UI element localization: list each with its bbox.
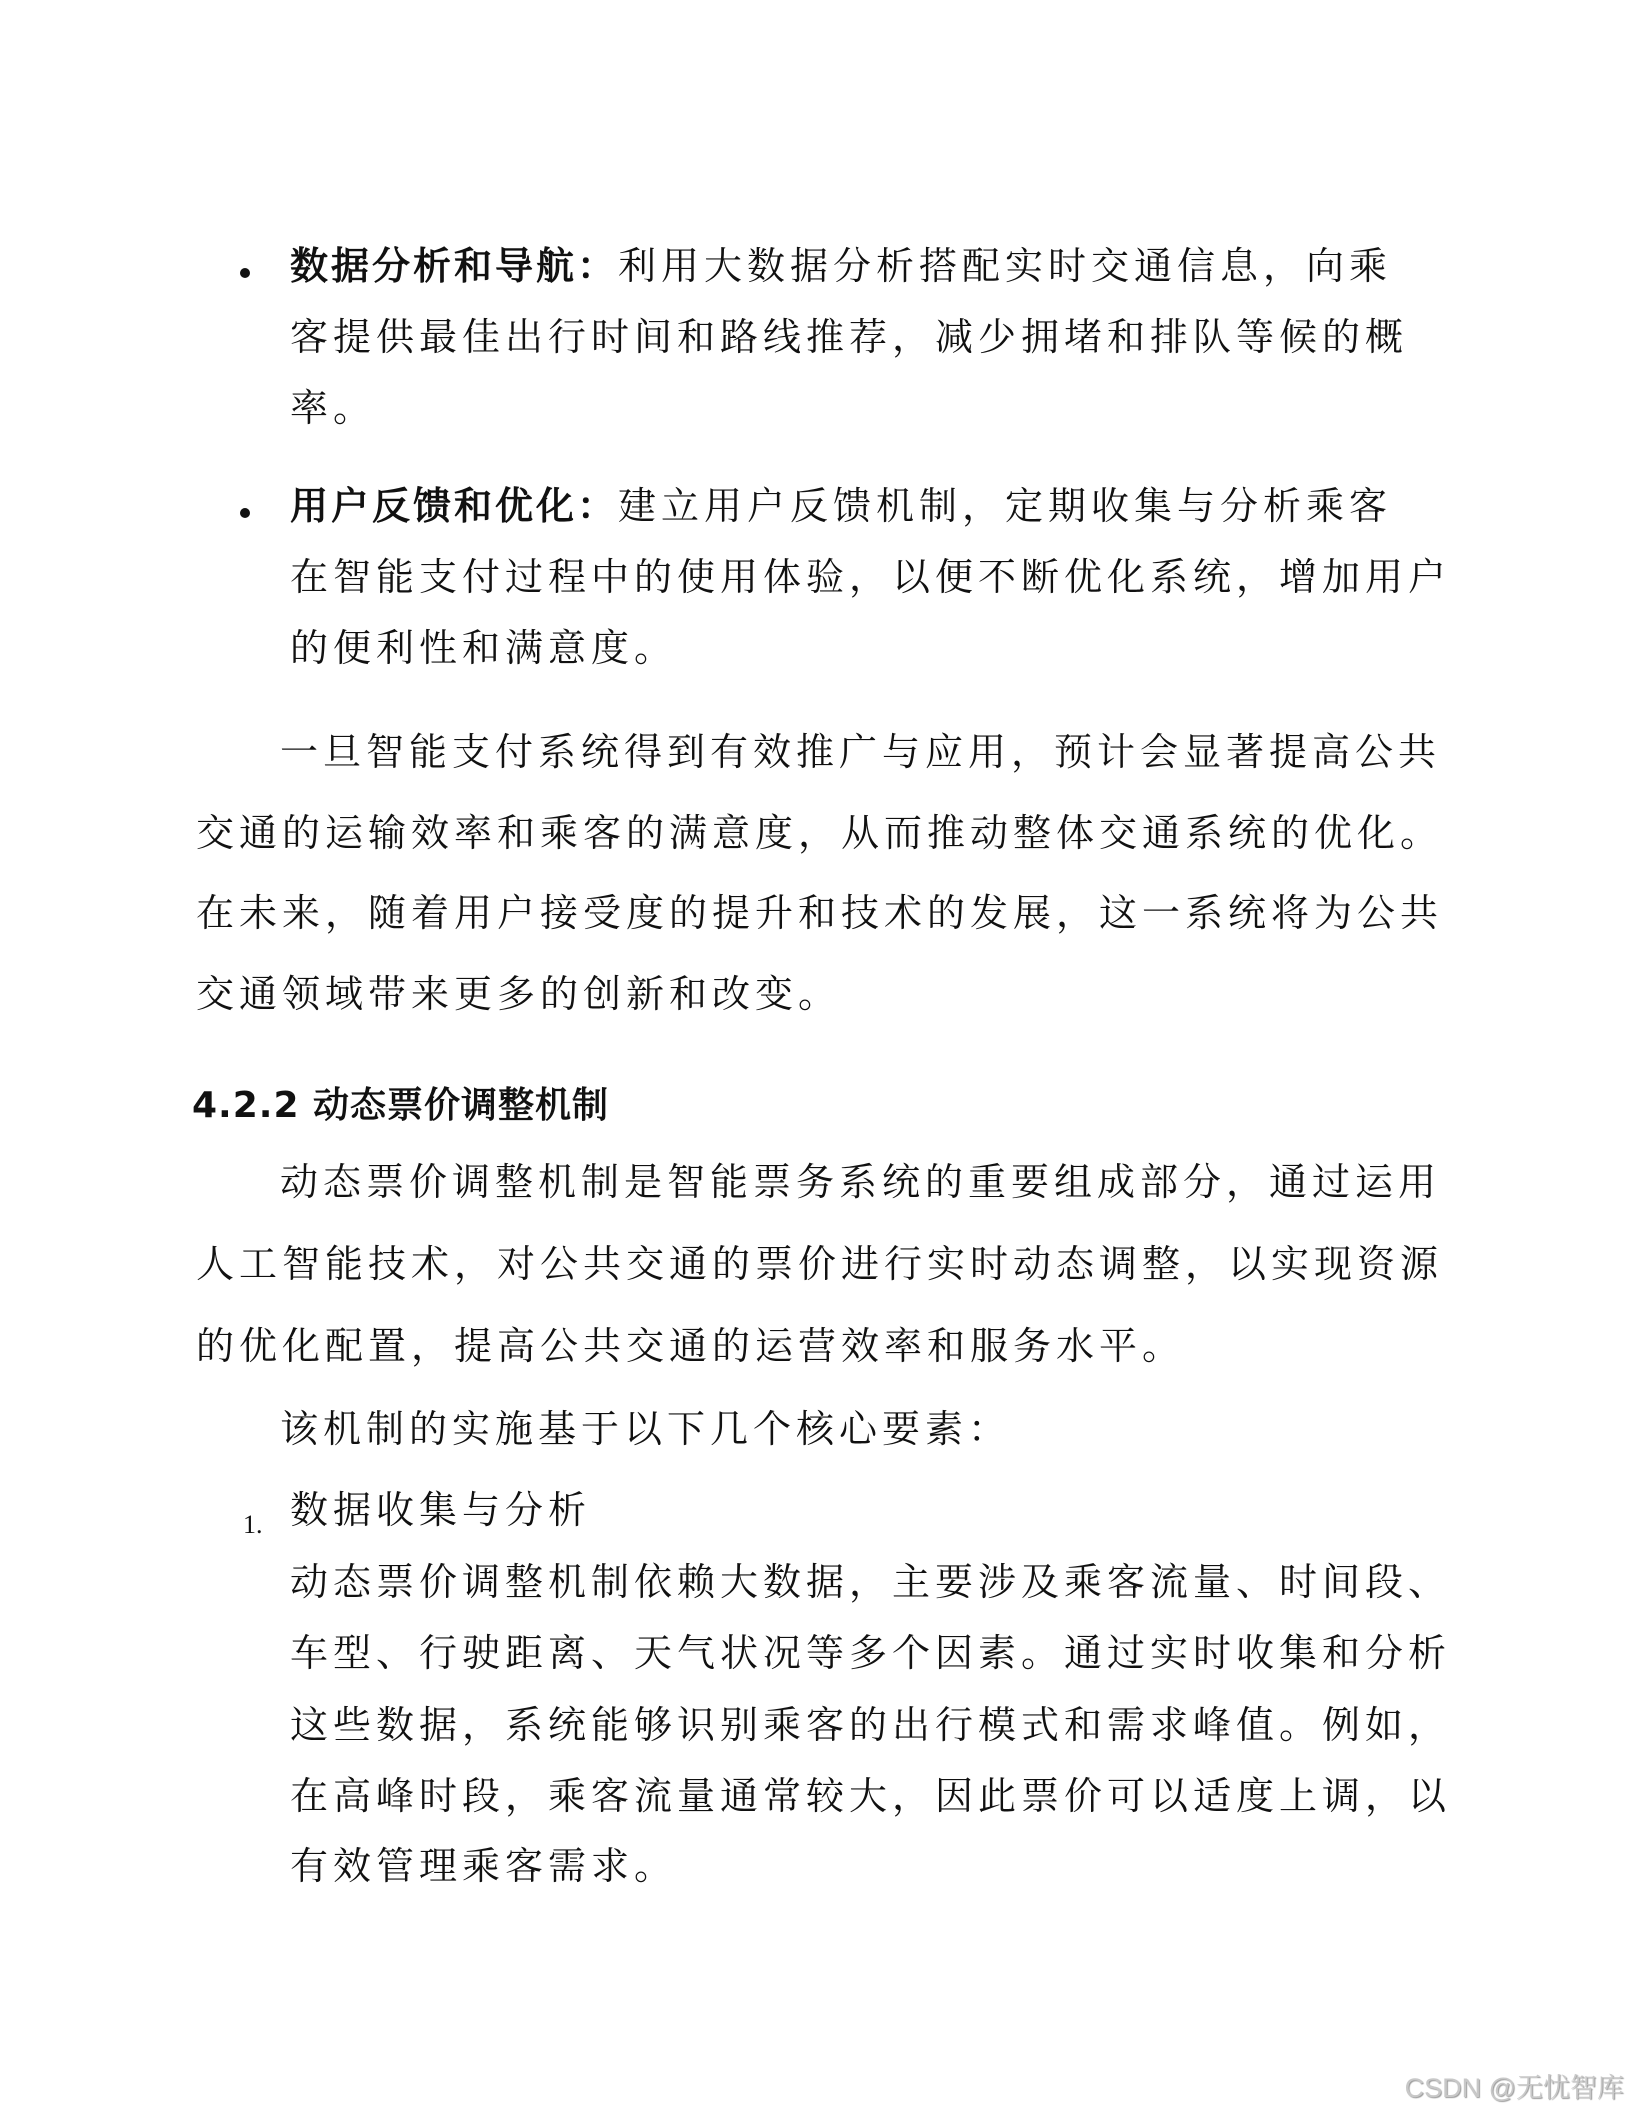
bullet-label: 用户反馈和优化：: [290, 484, 619, 528]
bullet-line: 率。: [290, 386, 377, 430]
bullet-line: 在智能支付过程中的使用体验，以便不断优化系统，增加用户: [290, 555, 1452, 599]
paragraph-line: 动态票价调整机制是智能票务系统的重要组成部分，通过运用: [280, 1160, 1442, 1204]
bullet-line: 客提供最佳出行时间和路线推荐，减少拥堵和排队等候的概: [290, 315, 1409, 359]
list-item-line: 动态票价调整机制依赖大数据，主要涉及乘客流量、时间段、: [290, 1560, 1452, 1604]
bullet-text: 利用大数据分析搭配实时交通信息，向乘: [618, 244, 1393, 288]
paragraph-line: 交通领域带来更多的创新和改变。: [196, 972, 842, 1016]
paragraph-line: 交通的运输效率和乘客的满意度，从而推动整体交通系统的优化。: [196, 811, 1444, 855]
bullet-text: 建立用户反馈机制，定期收集与分析乘客: [618, 484, 1393, 528]
bullet-dot-icon: [240, 268, 250, 278]
list-item-title: 数据收集与分析: [290, 1488, 592, 1532]
paragraph-line: 人工智能技术，对公共交通的票价进行实时动态调整，以实现资源: [196, 1242, 1444, 1286]
paragraph-line: 一旦智能支付系统得到有效推广与应用，预计会显著提高公共: [280, 730, 1442, 774]
paragraph-line: 在未来，随着用户接受度的提升和技术的发展，这一系统将为公共: [196, 891, 1444, 935]
bullet-line: [290, 244, 1392, 288]
list-item-line: 在高峰时段，乘客流量通常较大，因此票价可以适度上调，以: [290, 1774, 1452, 1818]
bullet-label: 数据分析和导航：: [290, 244, 619, 288]
bullet-line: 的便利性和满意度。: [290, 626, 678, 670]
list-item-line: 车型、行驶距离、天气状况等多个因素。通过实时收集和分析: [290, 1631, 1452, 1675]
paragraph-core-elements: 该机制的实施基于以下几个核心要素：: [280, 1407, 1012, 1451]
paragraph-line: 的优化配置，提高公共交通的运营效率和服务水平。: [196, 1324, 1186, 1368]
watermark: CSDN @无忧智库: [1404, 2073, 1624, 2103]
bullet-line: [290, 484, 1392, 528]
list-number: 1.: [243, 1510, 263, 1539]
list-item-line: 这些数据，系统能够识别乘客的出行模式和需求峰值。例如，: [290, 1703, 1452, 1747]
bullet-dot-icon: [240, 508, 250, 518]
list-item-line: 有效管理乘客需求。: [290, 1844, 678, 1888]
section-heading: 4.2.2 动态票价调整机制: [192, 1085, 610, 1126]
